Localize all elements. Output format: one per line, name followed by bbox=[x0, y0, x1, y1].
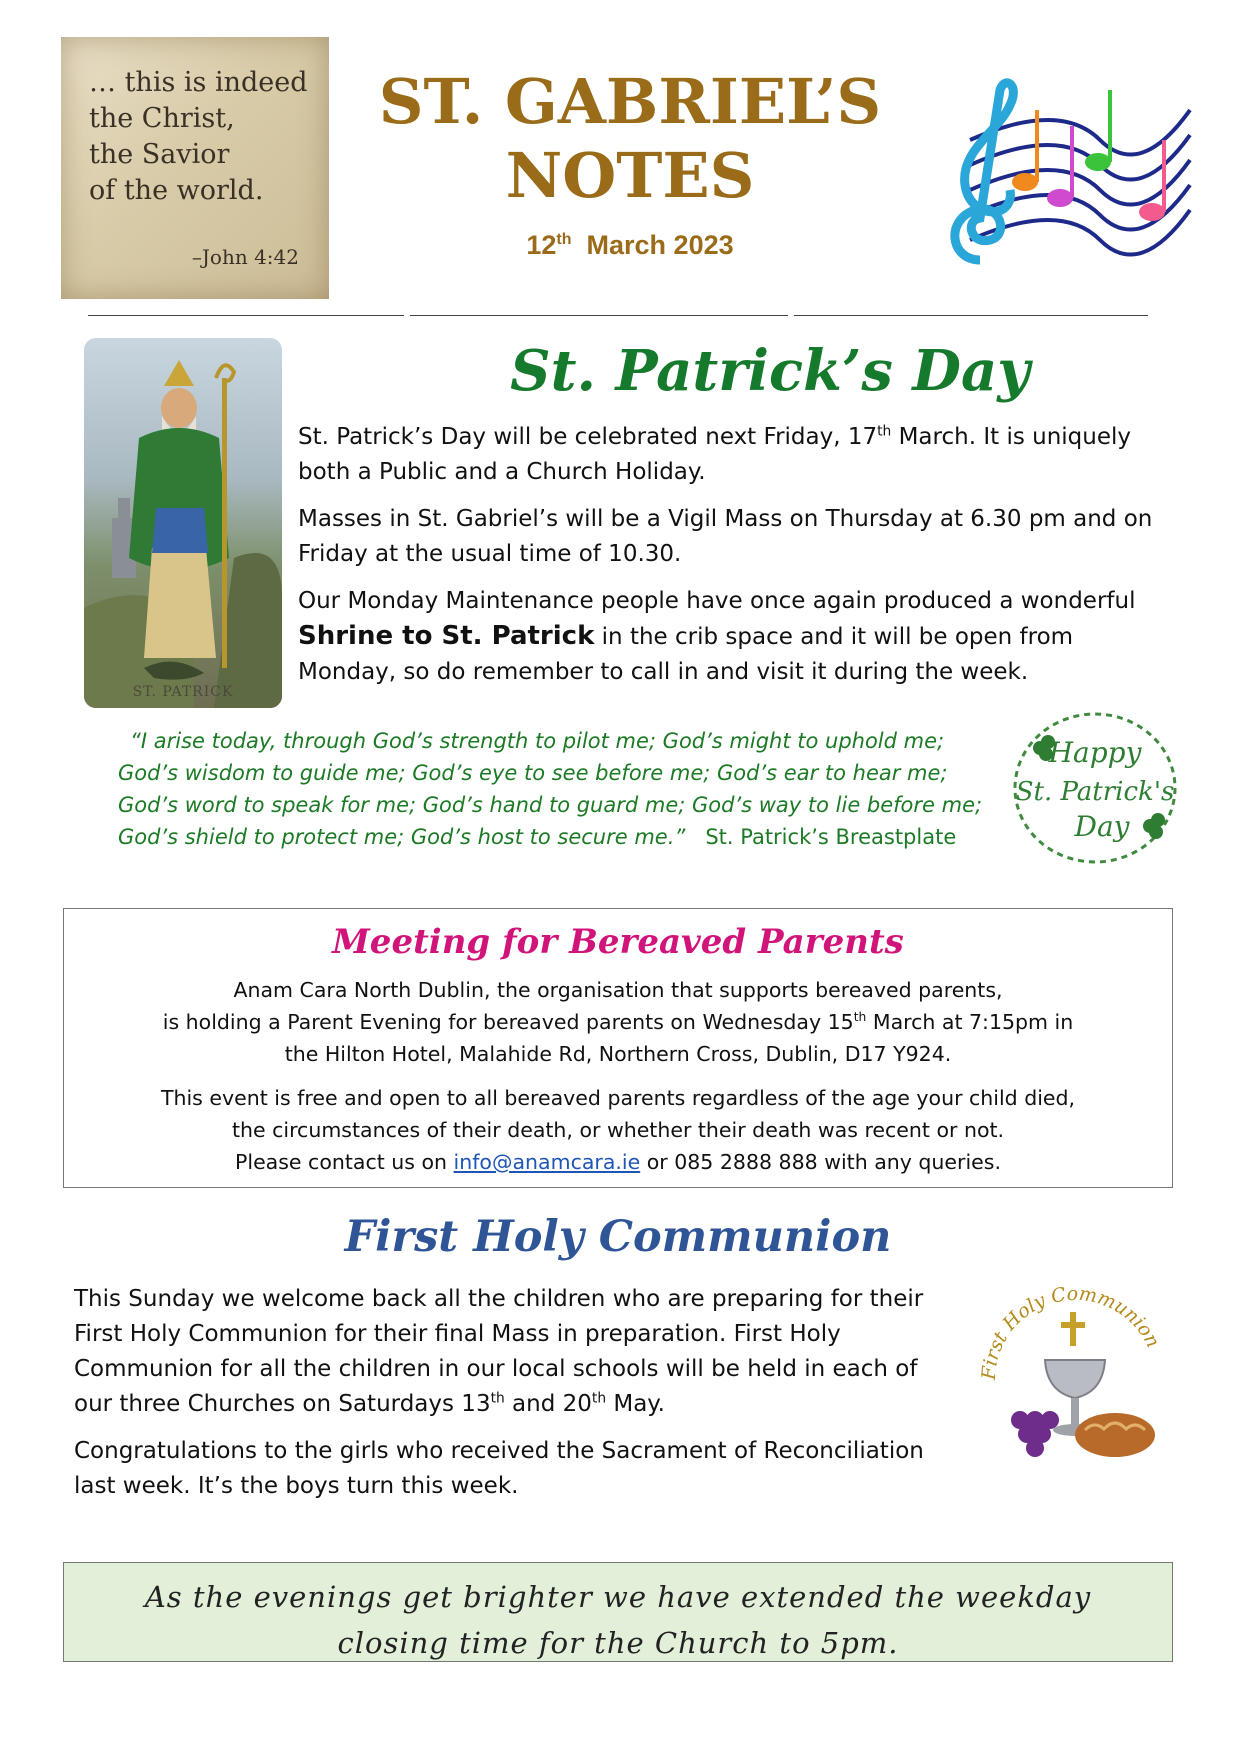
chalice-icon bbox=[975, 1270, 1175, 1480]
st-patricks-day-body bbox=[298, 420, 1158, 702]
badge-word-happy: Happy bbox=[1048, 736, 1142, 769]
paragraph: This Sunday we welcome back all the children who are preparing for their First Holy Communion for their final Mass in preparation. First Holy Communion for all the children in our local schools will be held in each of our three Churches on Saturdays 13th and 20th May. bbox=[74, 1286, 924, 1417]
paragraph: Masses in St. Gabriel’s will be a Vigil Mass on Thursday at 6.30 pm and on Friday at the usual time of 10.30. bbox=[298, 506, 1153, 567]
closing-time-notice: As the evenings get brighter we have extended the weekday closing time for the Church to 5pm. bbox=[144, 1580, 1092, 1660]
bereaved-parents-body bbox=[63, 974, 1173, 1190]
first-holy-communion-badge bbox=[975, 1270, 1175, 1480]
shrine-highlight: Shrine to St. Patrick bbox=[298, 621, 595, 651]
badge-word-day: Day bbox=[1074, 810, 1130, 843]
verse-text: … this is indeed the Christ, the Savior of the world. bbox=[89, 67, 308, 206]
badge-word-st-patricks: St. Patrick's bbox=[1015, 777, 1175, 807]
contact-email-link[interactable]: info@anamcara.ie bbox=[453, 1150, 641, 1174]
divider-2 bbox=[410, 315, 788, 316]
breastplate-prayer: “I arise today, through God’s strength to pilot me; God’s might to uphold me; God’s wisdom to guide me; God’s eye to see before me; God’s ear to hear me; God’s word to speak for me; God’s hand to guard me; God’s way to lie before me; God’s shield to protect me; God’s host to secure me.” St. Patrick’s Breastplate bbox=[118, 729, 983, 849]
happy-st-patricks-badge bbox=[1010, 708, 1180, 868]
paragraph: Congratulations to the girls who received the Sacrament of Reconciliation last week. It’s the boys turn this week. bbox=[74, 1438, 924, 1499]
first-holy-communion-title: First Holy Communion bbox=[344, 1212, 892, 1262]
music-notes-icon bbox=[930, 70, 1200, 280]
paragraph: This event is free and open to all bereaved parents regardless of the age your child died, the circumstances of their death, or whether their death was recent or not. Please contact us on info@anamcara.ie or 085 2888 888 with any queries. bbox=[160, 1086, 1076, 1174]
verse-reference: –John 4:42 bbox=[191, 245, 299, 269]
newsletter-title-line1: ST. GABRIEL’S bbox=[378, 65, 882, 138]
paragraph: Anam Cara North Dublin, the organisation that supports bereaved parents, is holding a Parent Evening for bereaved parents on Wednesday 15th March at 7:15pm in the Hilton Hotel, Malahide Rd, Northern Cross, Dublin, D17 Y924. bbox=[162, 978, 1074, 1066]
st-patrick-image bbox=[84, 338, 282, 708]
st-patricks-day-title: St. Patrick’s Day bbox=[510, 338, 1030, 404]
divider-3 bbox=[794, 315, 1148, 316]
st-patrick-figure-icon bbox=[84, 338, 282, 708]
issue-date: 12th March 2023 bbox=[526, 230, 734, 260]
bereaved-parents-title: Meeting for Bereaved Parents bbox=[332, 922, 904, 962]
first-holy-communion-body bbox=[74, 1282, 954, 1516]
badge-arc-text: First Holy Communion bbox=[977, 1282, 1165, 1381]
newsletter-title-line2: NOTES bbox=[505, 139, 755, 212]
paragraph: Our Monday Maintenance people have once again produced a wonderful Shrine to St. Patrick in the crib space and it will be open from Monday, so do remember to call in and visit it during the week. bbox=[298, 588, 1136, 685]
paragraph: St. Patrick’s Day will be celebrated next Friday, 17th March. It is uniquely both a Public and a Church Holiday. bbox=[298, 423, 1131, 485]
verse-card bbox=[61, 37, 329, 299]
prayer-source: St. Patrick’s Breastplate bbox=[705, 825, 957, 849]
st-patrick-caption: ST. PATRICK bbox=[132, 684, 234, 700]
divider-1 bbox=[88, 315, 404, 316]
shamrock-wreath-icon bbox=[1010, 708, 1180, 868]
